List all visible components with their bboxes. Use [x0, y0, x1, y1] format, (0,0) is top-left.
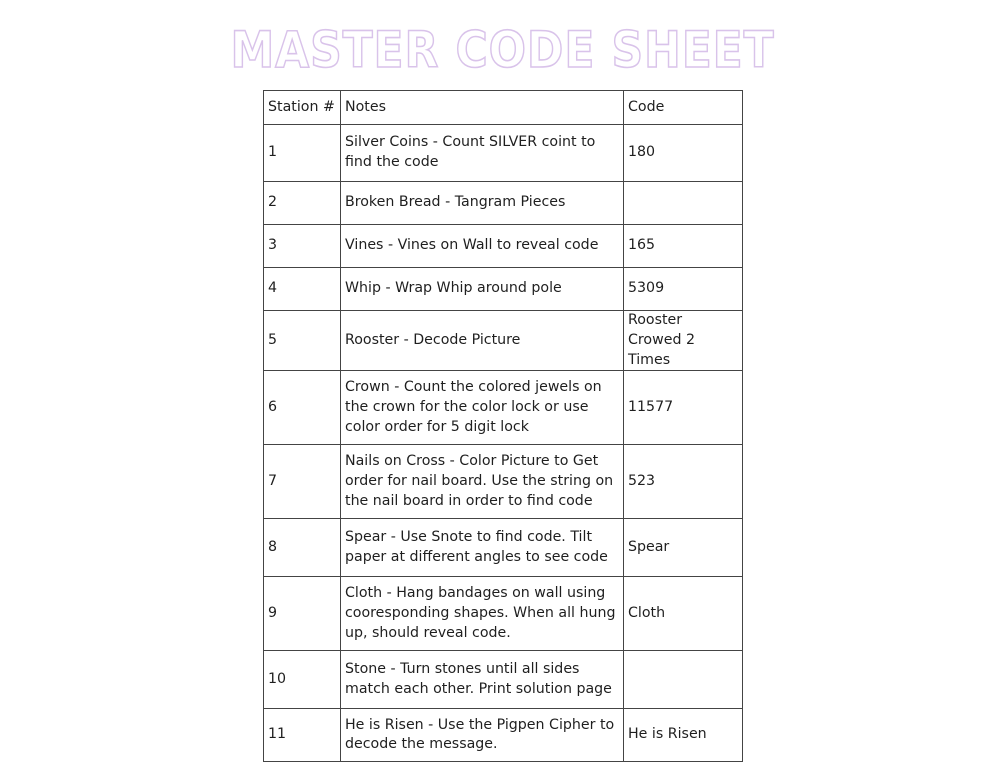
code-cell: 165	[624, 225, 743, 268]
header-station: Station #	[264, 91, 341, 125]
code-cell: He is Risen	[624, 709, 743, 762]
notes-cell: Whip - Wrap Whip around pole	[341, 268, 624, 311]
code-cell: Cloth	[624, 577, 743, 651]
code-cell: 523	[624, 445, 743, 519]
code-cell	[624, 651, 743, 709]
table-row	[264, 709, 743, 762]
notes-cell: Crown - Count the colored jewels on the crown for the color lock or use color order for 5 digit lock	[341, 371, 624, 445]
code-cell	[624, 182, 743, 225]
notes-cell: He is Risen - Use the Pigpen Cipher to decode the message.	[341, 709, 624, 762]
code-cell: 5309	[624, 268, 743, 311]
station-cell: 1	[264, 125, 341, 182]
header-notes: Notes	[341, 91, 624, 125]
table-row	[264, 445, 743, 519]
station-cell: 2	[264, 182, 341, 225]
table-row	[264, 125, 743, 182]
station-cell: 5	[264, 311, 341, 371]
table-row	[264, 225, 743, 268]
code-cell: Rooster Crowed 2 Times	[624, 311, 743, 371]
station-cell: 7	[264, 445, 341, 519]
master-code-table	[263, 90, 743, 762]
code-cell: Spear	[624, 519, 743, 577]
header-code: Code	[624, 91, 743, 125]
station-cell: 10	[264, 651, 341, 709]
notes-cell: Broken Bread - Tangram Pieces	[341, 182, 624, 225]
notes-cell: Nails on Cross - Color Picture to Get order for nail board. Use the string on the nail board in order to find code	[341, 445, 624, 519]
notes-cell: Rooster - Decode Picture	[341, 311, 624, 371]
table-row	[264, 651, 743, 709]
notes-cell: Cloth - Hang bandages on wall using cooresponding shapes. When all hung up, should reveal code.	[341, 577, 624, 651]
notes-cell: Vines - Vines on Wall to reveal code	[341, 225, 624, 268]
notes-cell: Spear - Use Snote to find code. Tilt paper at different angles to see code	[341, 519, 624, 577]
table-row	[264, 577, 743, 651]
table-row	[264, 182, 743, 225]
station-cell: 6	[264, 371, 341, 445]
code-cell: 11577	[624, 371, 743, 445]
station-cell: 4	[264, 268, 341, 311]
notes-cell: Stone - Turn stones until all sides match each other. Print solution page	[341, 651, 624, 709]
code-cell: 180	[624, 125, 743, 182]
table-row	[264, 268, 743, 311]
station-cell: 8	[264, 519, 341, 577]
station-cell: 9	[264, 577, 341, 651]
page-title: MASTER CODE SHEET	[230, 21, 775, 79]
header-row	[264, 91, 743, 125]
table-row	[264, 311, 743, 371]
table-row	[264, 519, 743, 577]
notes-cell: Silver Coins - Count SILVER coint to find the code	[341, 125, 624, 182]
table-row	[264, 371, 743, 445]
station-cell: 11	[264, 709, 341, 762]
station-cell: 3	[264, 225, 341, 268]
